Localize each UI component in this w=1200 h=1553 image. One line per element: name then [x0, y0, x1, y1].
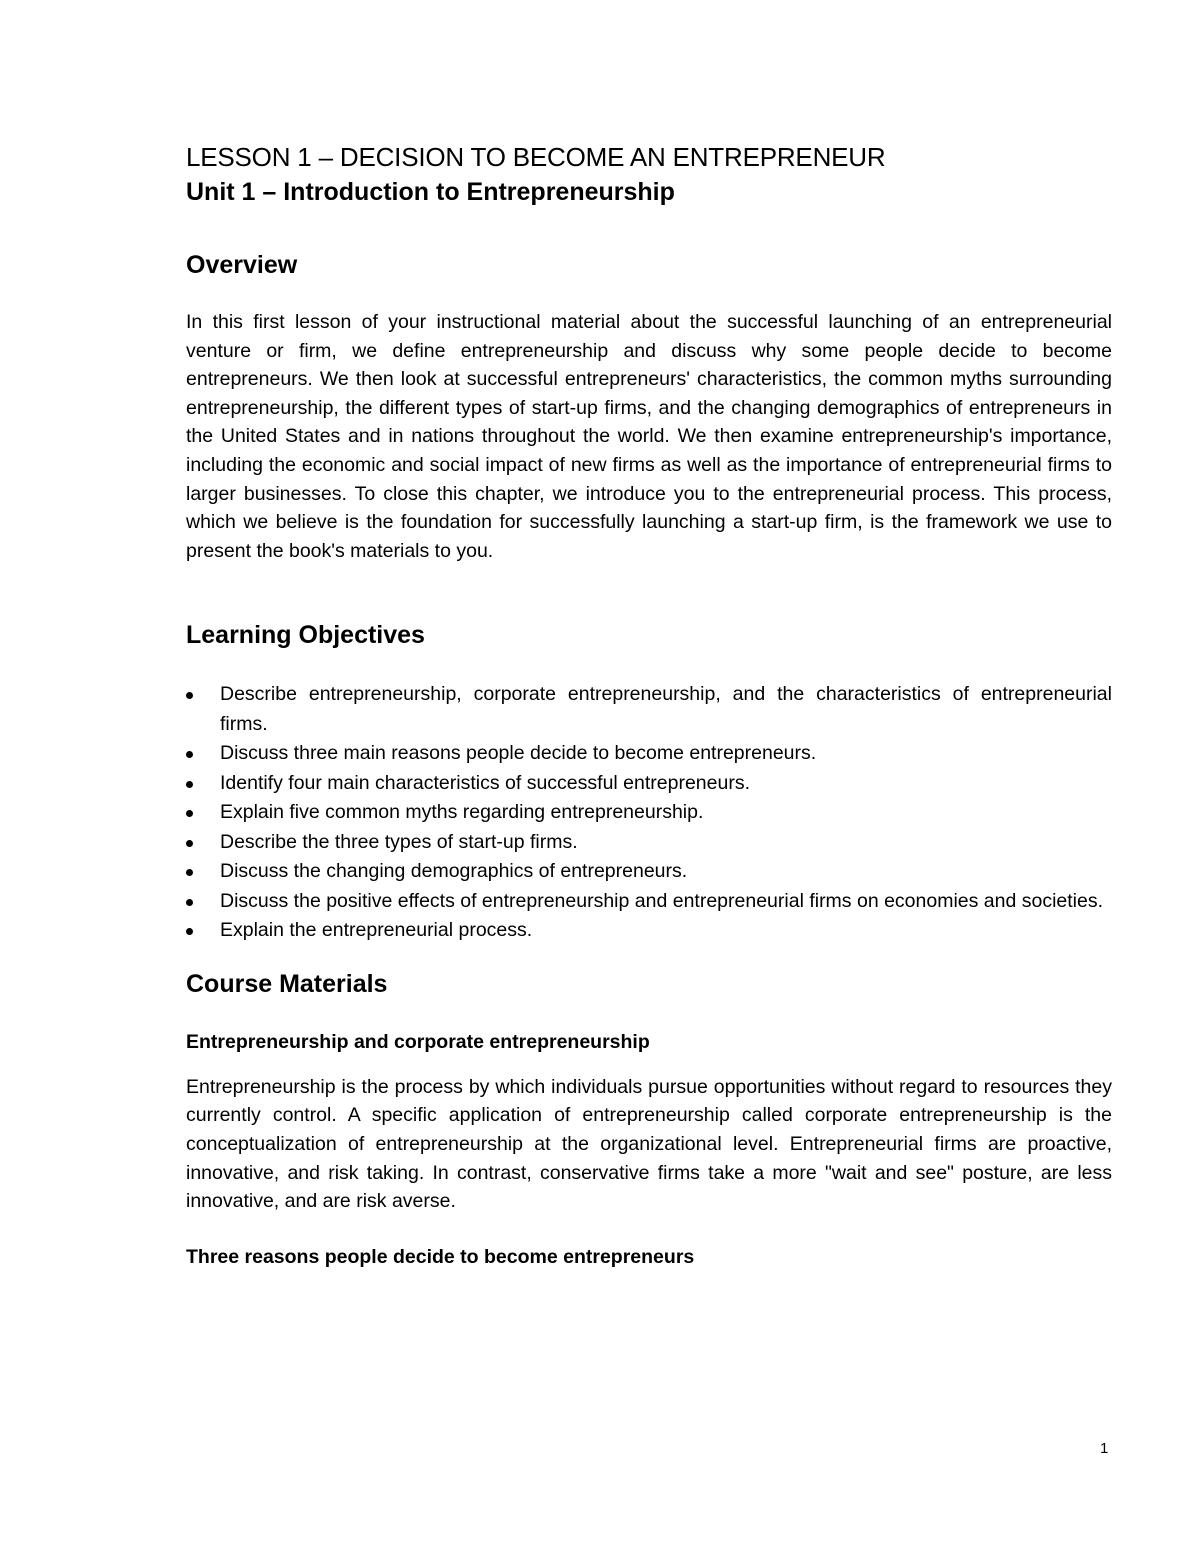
objective-text: Describe the three types of start-up firms. — [220, 830, 578, 853]
entrepreneurship-subheading: Entrepreneurship and corporate entrepreneurship — [186, 1030, 650, 1053]
list-item — [186, 916, 1112, 946]
list-item — [186, 769, 1112, 799]
document-page — [186, 140, 1112, 1271]
list-item — [186, 798, 1112, 828]
list-item — [186, 828, 1112, 858]
bullet-icon — [186, 840, 193, 847]
three-reasons-subheading: Three reasons people decide to become entrepreneurs — [186, 1245, 695, 1268]
bullet-icon — [186, 781, 193, 788]
objective-text: Explain the entrepreneurial process. — [220, 919, 533, 942]
objective-text: Discuss the positive effects of entrepreneurship and entrepreneurial firms on economies and societies. — [220, 889, 1104, 912]
entrepreneurship-paragraph: Entrepreneurship is the process by which individuals pursue opportunities without regard to resources they currently control. A specific application of entrepreneurship called corporate entrepreneurship is the conceptualization of entrepreneurship at the organizational level. Entrepreneurial firms are proactive, innovative, and risk taking. In contrast, conservative firms take a more "wait and see" posture, are less innovative, and are risk averse. — [186, 1075, 1112, 1213]
bullet-icon — [186, 692, 193, 699]
list-item — [186, 857, 1112, 887]
list-item — [186, 739, 1112, 769]
list-item — [186, 680, 1112, 739]
bullet-icon — [186, 928, 193, 935]
objective-text: Discuss three main reasons people decide to become entrepreneurs. — [220, 742, 817, 765]
objective-text: Describe entrepreneurship, corporate entrepreneurship, and the characteristics of entrepreneurial firms. — [220, 683, 1112, 735]
objective-text: Explain five common myths regarding entrepreneurship. — [220, 801, 704, 824]
course-materials-heading: Course Materials — [186, 969, 388, 998]
bullet-icon — [186, 751, 193, 758]
bullet-icon — [186, 899, 193, 906]
objective-text: Discuss the changing demographics of entrepreneurs. — [220, 860, 688, 883]
lesson-title: LESSON 1 – DECISION TO BECOME AN ENTREPRENEUR — [186, 142, 886, 172]
bullet-icon — [186, 869, 193, 876]
unit-subtitle: Unit 1 – Introduction to Entrepreneurship — [186, 178, 675, 206]
learning-objectives-heading: Learning Objectives — [186, 621, 425, 650]
learning-objectives-list — [186, 680, 1112, 946]
bullet-icon — [186, 810, 193, 817]
list-item — [186, 887, 1112, 917]
page-number: 1 — [1100, 1440, 1109, 1457]
overview-paragraph: In this first lesson of your instructional material about the successful launching of an entrepreneurial venture or firm, we define entrepreneurship and discuss why some people decide to become entrepreneurs. We then look at successful entrepreneurs' characteristics, the common myths surrounding entrepreneurship, the different types of start-up firms, and the changing demographics of entrepreneurs in the United States and in nations throughout the world. We then examine entrepreneurship's importance, including the economic and social impact of new firms as well as the importance of entrepreneurial firms to larger businesses. To close this chapter, we introduce you to the entrepreneurial process. This process, which we believe is the foundation for successfully launching a start-up firm, is the framework we use to present the book's materials to you. — [186, 311, 1112, 562]
overview-heading: Overview — [186, 251, 298, 279]
objective-text: Identify four main characteristics of successful entrepreneurs. — [220, 771, 750, 794]
